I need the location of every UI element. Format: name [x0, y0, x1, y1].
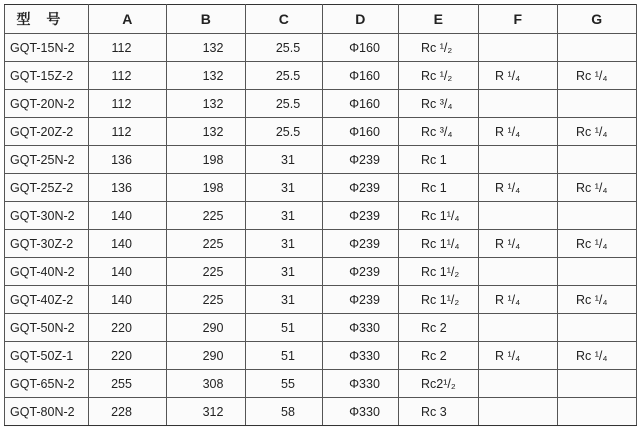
model-cell: GQT-40Z-2: [5, 286, 89, 314]
model-cell: GQT-15Z-2: [5, 62, 89, 90]
a-cell: 112: [89, 118, 167, 146]
f-cell: [479, 90, 558, 118]
e-cell: Rc 2: [399, 342, 479, 370]
f-cell: [479, 34, 558, 62]
table-row: [5, 342, 637, 370]
d-cell: Φ160: [323, 62, 399, 90]
e-cell: Rc ³/₄: [399, 90, 479, 118]
f-cell: [479, 314, 558, 342]
c-cell: 31: [246, 174, 323, 202]
model-cell: GQT-30N-2: [5, 202, 89, 230]
d-cell: Φ239: [323, 230, 399, 258]
c-cell: 55: [246, 370, 323, 398]
d-cell: Φ239: [323, 174, 399, 202]
d-cell: Φ239: [323, 258, 399, 286]
c-cell: 58: [246, 398, 323, 426]
g-cell: Rc ¹/₄: [558, 230, 637, 258]
d-cell: Φ330: [323, 314, 399, 342]
g-cell: [558, 202, 637, 230]
model-cell: GQT-65N-2: [5, 370, 89, 398]
table-row: [5, 314, 637, 342]
e-cell: Rc 1¹/₂: [399, 286, 479, 314]
table-row: [5, 370, 637, 398]
header-b: B: [167, 5, 246, 34]
table-row: [5, 62, 637, 90]
a-cell: 220: [89, 342, 167, 370]
b-cell: 132: [167, 62, 246, 90]
g-cell: Rc ¹/₄: [558, 118, 637, 146]
d-cell: Φ160: [323, 90, 399, 118]
d-cell: Φ239: [323, 146, 399, 174]
a-cell: 140: [89, 202, 167, 230]
c-cell: 25.5: [246, 62, 323, 90]
c-cell: 25.5: [246, 118, 323, 146]
g-cell: [558, 370, 637, 398]
table-row: [5, 202, 637, 230]
f-cell: R ¹/₄: [479, 230, 558, 258]
table-row: [5, 286, 637, 314]
e-cell: Rc 1¹/₄: [399, 230, 479, 258]
a-cell: 220: [89, 314, 167, 342]
e-cell: Rc ³/₄: [399, 118, 479, 146]
header-model: 型 号: [5, 5, 89, 34]
model-cell: GQT-30Z-2: [5, 230, 89, 258]
e-cell: Rc 1: [399, 174, 479, 202]
model-cell: GQT-50Z-1: [5, 342, 89, 370]
model-cell: GQT-50N-2: [5, 314, 89, 342]
header-a: A: [89, 5, 167, 34]
f-cell: [479, 202, 558, 230]
e-cell: Rc2¹/₂: [399, 370, 479, 398]
b-cell: 132: [167, 90, 246, 118]
c-cell: 31: [246, 146, 323, 174]
b-cell: 225: [167, 230, 246, 258]
b-cell: 225: [167, 202, 246, 230]
f-cell: [479, 398, 558, 426]
table-row: [5, 258, 637, 286]
g-cell: [558, 258, 637, 286]
model-cell: GQT-25N-2: [5, 146, 89, 174]
b-cell: 132: [167, 118, 246, 146]
table-row: [5, 174, 637, 202]
header-c: C: [246, 5, 323, 34]
g-cell: [558, 34, 637, 62]
f-cell: [479, 370, 558, 398]
g-cell: [558, 90, 637, 118]
a-cell: 136: [89, 146, 167, 174]
table-row: [5, 34, 637, 62]
g-cell: Rc ¹/₄: [558, 342, 637, 370]
d-cell: Φ160: [323, 118, 399, 146]
g-cell: Rc ¹/₄: [558, 174, 637, 202]
b-cell: 132: [167, 34, 246, 62]
c-cell: 31: [246, 202, 323, 230]
g-cell: [558, 314, 637, 342]
d-cell: Φ330: [323, 370, 399, 398]
spec-sheet: [4, 4, 636, 427]
d-cell: Φ330: [323, 342, 399, 370]
b-cell: 225: [167, 258, 246, 286]
model-cell: GQT-80N-2: [5, 398, 89, 426]
header-e: E: [399, 5, 479, 34]
f-cell: R ¹/₄: [479, 118, 558, 146]
e-cell: Rc ¹/₂: [399, 62, 479, 90]
f-cell: R ¹/₄: [479, 174, 558, 202]
model-cell: GQT-40N-2: [5, 258, 89, 286]
f-cell: R ¹/₄: [479, 342, 558, 370]
e-cell: Rc 3: [399, 398, 479, 426]
table-body: [5, 34, 637, 426]
c-cell: 31: [246, 230, 323, 258]
table-row: [5, 146, 637, 174]
e-cell: Rc 1¹/₄: [399, 202, 479, 230]
c-cell: 25.5: [246, 90, 323, 118]
a-cell: 140: [89, 258, 167, 286]
b-cell: 312: [167, 398, 246, 426]
table-row: [5, 90, 637, 118]
b-cell: 308: [167, 370, 246, 398]
g-cell: Rc ¹/₄: [558, 286, 637, 314]
model-cell: GQT-20Z-2: [5, 118, 89, 146]
g-cell: [558, 146, 637, 174]
c-cell: 31: [246, 258, 323, 286]
f-cell: [479, 146, 558, 174]
g-cell: [558, 398, 637, 426]
model-cell: GQT-25Z-2: [5, 174, 89, 202]
c-cell: 51: [246, 314, 323, 342]
b-cell: 225: [167, 286, 246, 314]
a-cell: 255: [89, 370, 167, 398]
b-cell: 198: [167, 146, 246, 174]
model-cell: GQT-15N-2: [5, 34, 89, 62]
a-cell: 112: [89, 62, 167, 90]
e-cell: Rc 2: [399, 314, 479, 342]
d-cell: Φ239: [323, 202, 399, 230]
b-cell: 290: [167, 342, 246, 370]
b-cell: 290: [167, 314, 246, 342]
a-cell: 112: [89, 90, 167, 118]
header-f: F: [479, 5, 558, 34]
a-cell: 228: [89, 398, 167, 426]
e-cell: Rc 1¹/₂: [399, 258, 479, 286]
header-d: D: [323, 5, 399, 34]
e-cell: Rc 1: [399, 146, 479, 174]
model-cell: GQT-20N-2: [5, 90, 89, 118]
d-cell: Φ160: [323, 34, 399, 62]
a-cell: 112: [89, 34, 167, 62]
c-cell: 51: [246, 342, 323, 370]
a-cell: 140: [89, 230, 167, 258]
header-row: [5, 5, 637, 34]
c-cell: 31: [246, 286, 323, 314]
d-cell: Φ330: [323, 398, 399, 426]
a-cell: 140: [89, 286, 167, 314]
g-cell: Rc ¹/₄: [558, 62, 637, 90]
c-cell: 25.5: [246, 34, 323, 62]
dimension-table: [4, 4, 637, 426]
f-cell: R ¹/₄: [479, 62, 558, 90]
b-cell: 198: [167, 174, 246, 202]
table-row: [5, 118, 637, 146]
table-row: [5, 398, 637, 426]
table-row: [5, 230, 637, 258]
d-cell: Φ239: [323, 286, 399, 314]
f-cell: [479, 258, 558, 286]
a-cell: 136: [89, 174, 167, 202]
header-g: G: [558, 5, 637, 34]
e-cell: Rc ¹/₂: [399, 34, 479, 62]
f-cell: R ¹/₄: [479, 286, 558, 314]
